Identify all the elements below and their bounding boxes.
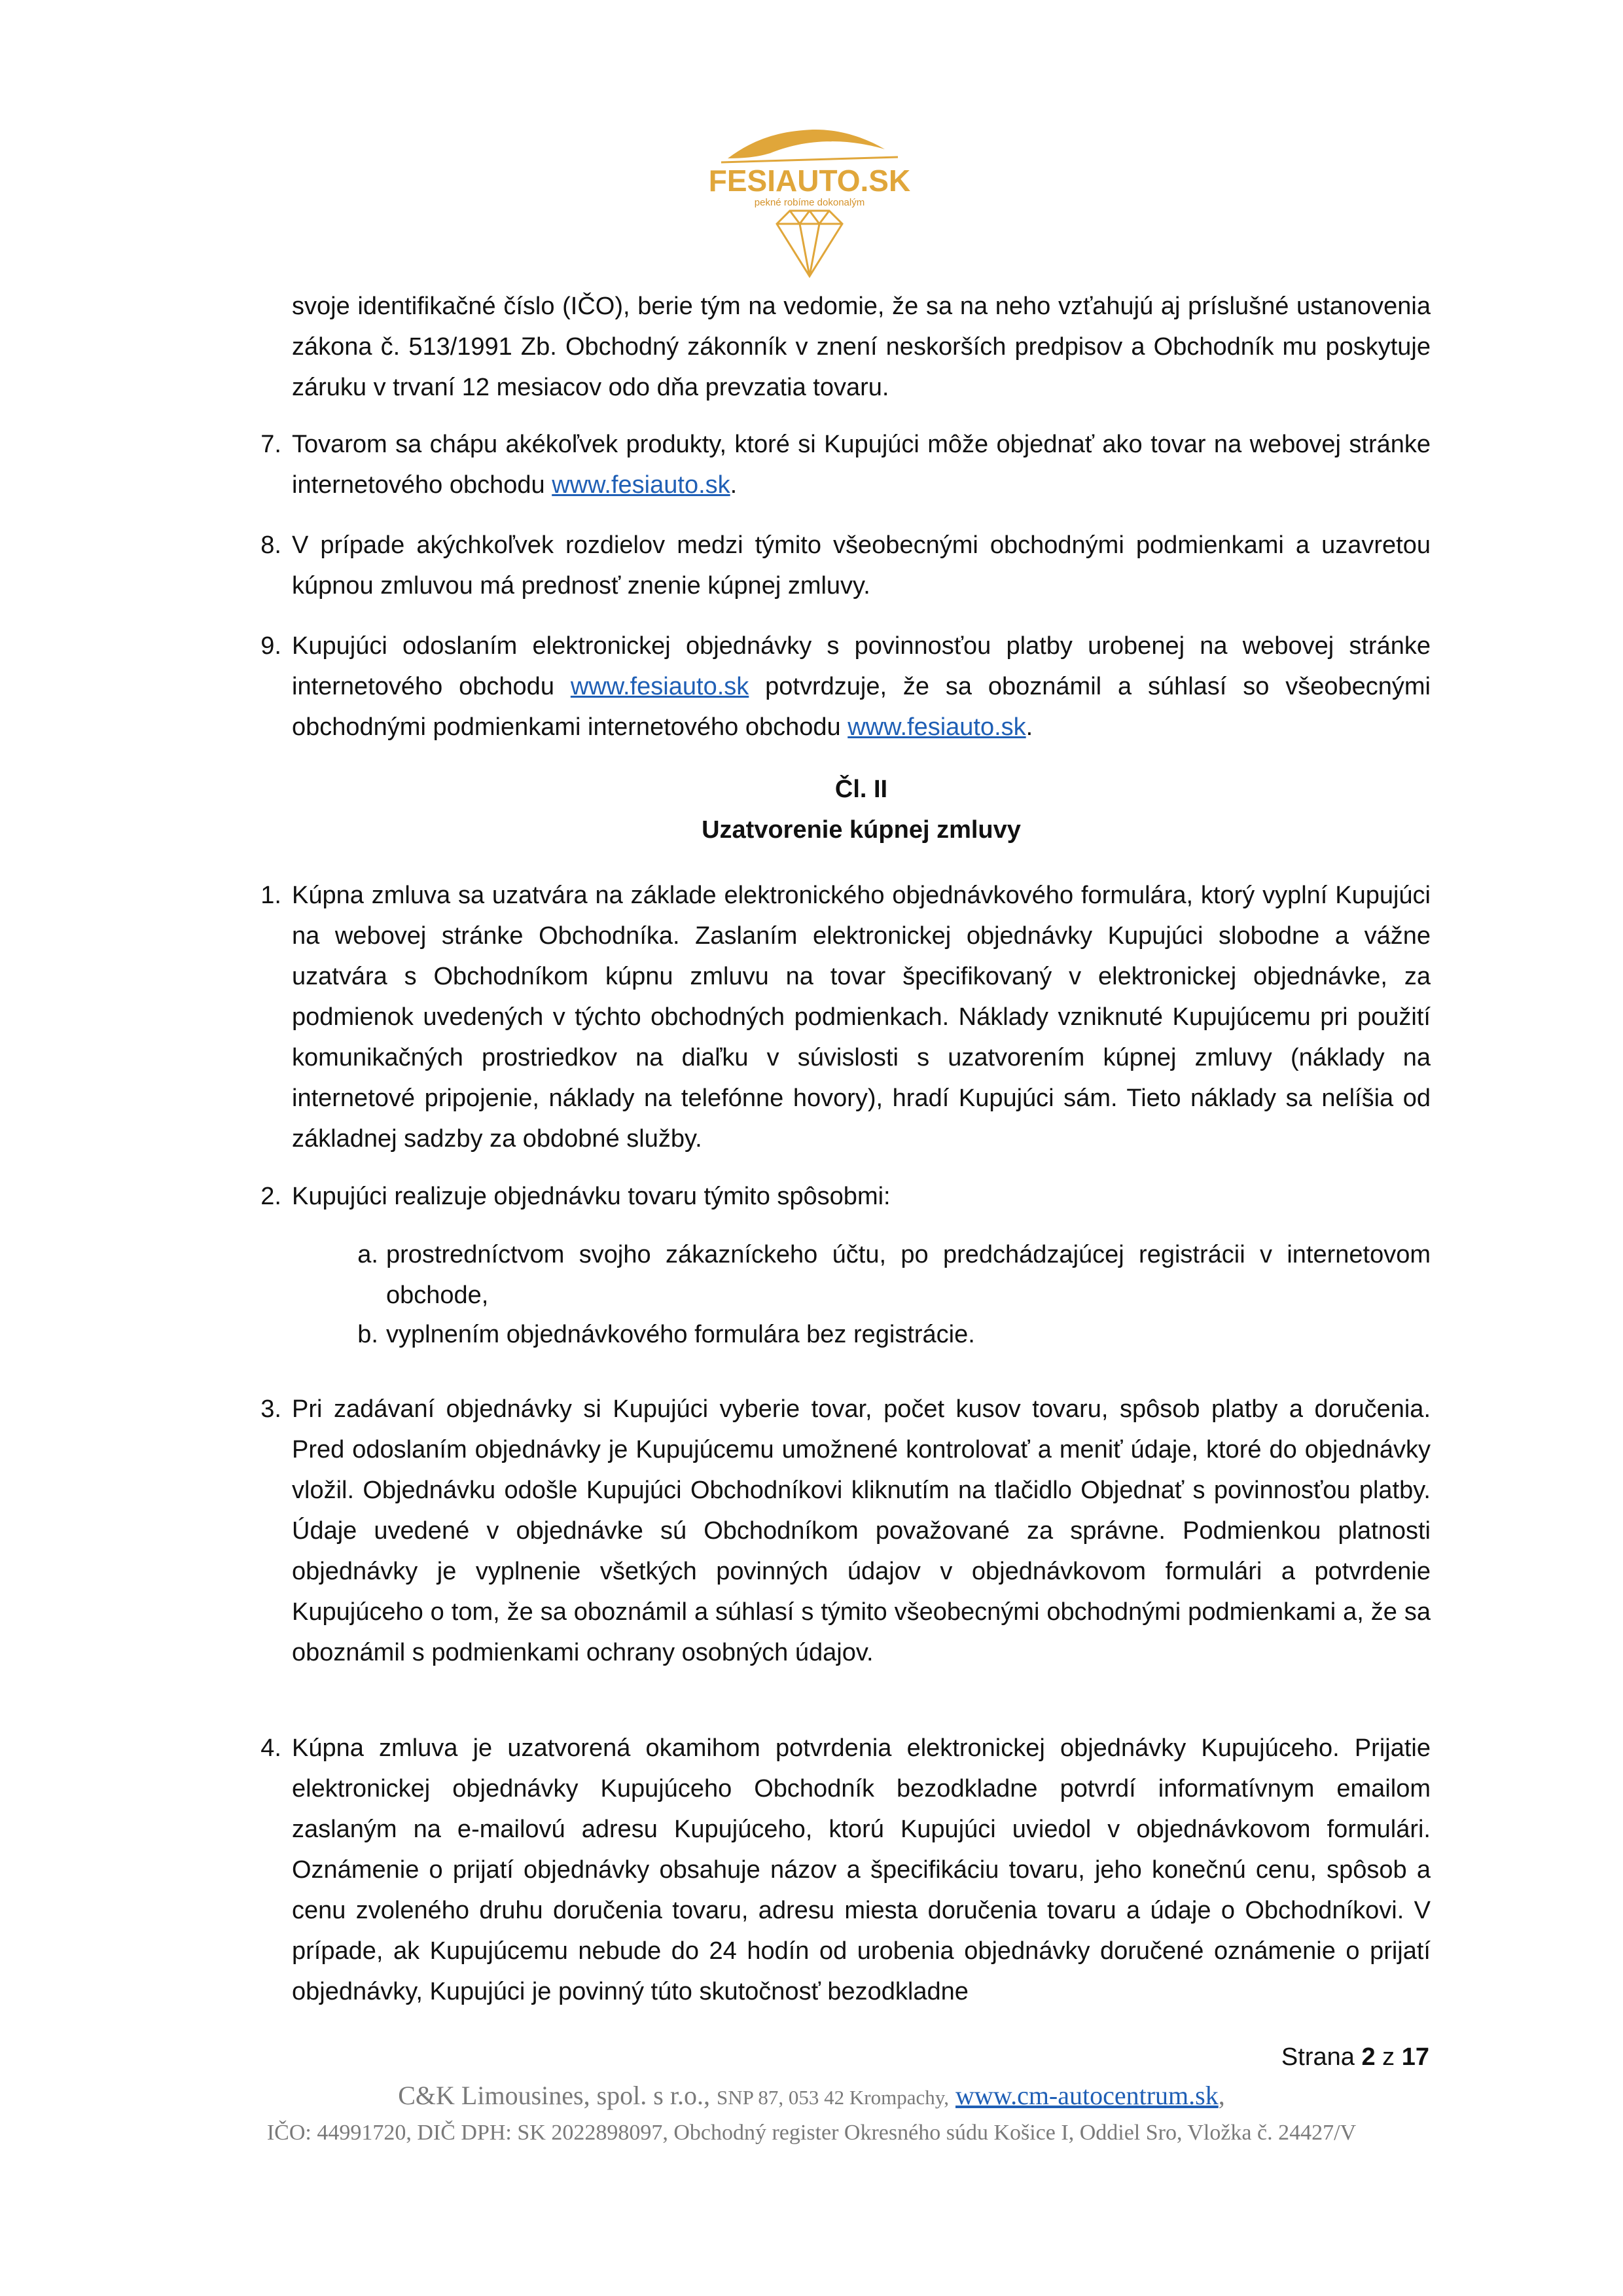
list-item-number: 1. <box>260 882 281 909</box>
footer-company-line: C&K Limousines, spol. s r.o., SNP 87, 053 42 Krompachy, www.cm-autocentrum.sk, <box>398 2081 1225 2110</box>
fesiauto-logo <box>708 119 911 279</box>
sub-item-letter: a. <box>357 1241 378 1268</box>
list-item-8 <box>260 525 1431 606</box>
list-item-text: V prípade akýchkoľvek rozdielov medzi týmito všeobecnými obchodnými podmienkami a uzavretou kúpnou zmluvou má prednosť znenie kúpnej zmluvy. <box>292 531 1431 600</box>
footer-website-link[interactable]: www.cm-autocentrum.sk <box>955 2081 1219 2110</box>
list-item-4 <box>260 1728 1431 2012</box>
page-number: Strana 2 z 17 <box>1281 2043 1429 2071</box>
list-item-text: Kupujúci odoslaním elektronickej objednávky s povinnosťou platby urobenej na webovej stránke internetového obchodu www.fesiauto.sk potvrdzuje, že sa oboznámil a súhlasí so všeobecnými obchodnými podmienkami internetového obchodu www.fesiauto.sk. <box>292 632 1431 741</box>
list-item-1 <box>260 875 1431 1159</box>
fesiauto-link[interactable]: www.fesiauto.sk <box>847 713 1026 741</box>
list-item-text: Kúpna zmluva sa uzatvára na základe elektronického objednávkového formulára, ktorý vyplní Kupujúci na webovej stránke Obchodníka. Zaslaním elektronickej objednávky Kupujúci slobodne a vážne uzatvára s Obchodníkom kúpnu zmluvu na tovar špecifikovaný v elektronickej objednávke, za podmienok uvedených v týchto obchodných podmienkach. Náklady vzniknuté Kupujúcemu pri použití komunikačných prostriedkov na diaľku v súvislosti s uzatvorením kúpnej zmluvy (náklady na internetové pripojenie, náklady na telefónne hovory), hradí Kupujúci sám. Tieto náklady sa nelíšia od základnej sadzby za obdobné služby. <box>292 882 1431 1153</box>
sub-item-letter: b. <box>357 1321 378 1348</box>
list-item-2 <box>260 1176 1431 1217</box>
list-item-text: Kupujúci realizuje objednávku tovaru týmito spôsobmi: <box>292 1183 891 1210</box>
list-item-number: 9. <box>260 632 281 660</box>
fesiauto-link[interactable]: www.fesiauto.sk <box>570 673 749 700</box>
sub-item-b <box>357 1314 1431 1355</box>
list-item-number: 2. <box>260 1183 281 1210</box>
logo-brand-text: FESIAUTO.SK <box>708 164 911 198</box>
fesiauto-link[interactable]: www.fesiauto.sk <box>552 471 730 499</box>
section-heading-title: Uzatvorenie kúpnej zmluvy <box>702 816 1021 844</box>
footer-registry-line: IČO: 44991720, DIČ DPH: SK 2022898097, Obchodný register Okresného súdu Košice I, Oddiel Sro, Vložka č. 24427/V <box>266 2121 1357 2145</box>
list-item-text: Pri zadávaní objednávky si Kupujúci vyberie tovar, počet kusov tovaru, spôsob platby a doručenia. Pred odoslaním objednávky je Kupujúcemu umožnené kontrolovať a meniť údaje, ktoré do objednávky vložil. Objednávku odošle Kupujúci Obchodníkovi kliknutím na tlačidlo Objednať s povinnosťou platby. Údaje uvedené v objednávke sú Obchodníkom považované za správne. Podmienkou platnosti objednávky je vyplnenie všetkých povinných údajov v objednávkovom formulári a potvrdenie Kupujúceho o tom, že sa oboznámil a súhlasí s týmito všeobecnými obchodnými podmienkami a, že sa oboznámil s podmienkami ochrany osobných údajov. <box>292 1395 1431 1666</box>
list-item-text: Kúpna zmluva je uzatvorená okamihom potvrdenia elektronickej objednávky Kupujúceho. Prijatie elektronickej objednávky Kupujúceho Obchodník bezodkladne potvrdí informatívnym emailom zaslaným na e-mailovú adresu Kupujúceho, ktorú Kupujúci uviedol v objednávkovom formulári. Oznámenie o prijatí objednávky obsahuje názov a špecifikáciu tovaru, jeho konečnú cenu, spôsob a cenu zvoleného druhu doručenia tovaru, adresu miesta doručenia tovaru a údaje o Obchodníkovi. V prípade, ak Kupujúcemu nebude do 24 hodín od urobenia objednávky doručené oznámenie o prijatí objednávky, Kupujúci je povinný túto skutočnosť bezodkladne <box>292 1734 1431 2005</box>
logo-tagline-text: pekné robíme dokonalým <box>754 197 865 208</box>
list-item-7 <box>260 424 1431 505</box>
sub-item-text: prostredníctvom svojho zákazníckeho účtu, po predchádzajúcej registrácii v internetovom obchode, <box>386 1241 1431 1309</box>
logo-graphic <box>708 119 911 279</box>
sub-item-a <box>357 1234 1431 1316</box>
section-heading-number: Čl. II <box>834 776 888 803</box>
intro-paragraph: svoje identifikačné číslo (IČO), berie tým na vedomie, že sa na neho vzťahujú aj príslušné ustanovenia zákona č. 513/1991 Zb. Obchodný zákonník v znení neskorších predpisov a Obchodník mu poskytuje záruku v trvaní 12 mesiacov odo dňa prevzatia tovaru. <box>292 293 1431 401</box>
list-item-number: 7. <box>260 431 281 458</box>
diamond-icon <box>777 211 842 276</box>
list-item-9 <box>260 626 1431 747</box>
list-item-number: 3. <box>260 1395 281 1423</box>
list-item-number: 4. <box>260 1734 281 1762</box>
footer-address: SNP 87, 053 42 Krompachy, <box>716 2086 949 2109</box>
list-item-text: Tovarom sa chápu akékoľvek produkty, ktoré si Kupujúci môže objednať ako tovar na webovej stránke internetového obchodu www.fesiauto.sk. <box>292 431 1431 499</box>
sub-item-text: vyplnením objednávkového formulára bez registrácie. <box>386 1321 975 1348</box>
list-item-3 <box>260 1389 1431 1673</box>
list-item-number: 8. <box>260 531 281 559</box>
footer-company: C&K Limousines, spol. s r.o., <box>398 2081 710 2110</box>
